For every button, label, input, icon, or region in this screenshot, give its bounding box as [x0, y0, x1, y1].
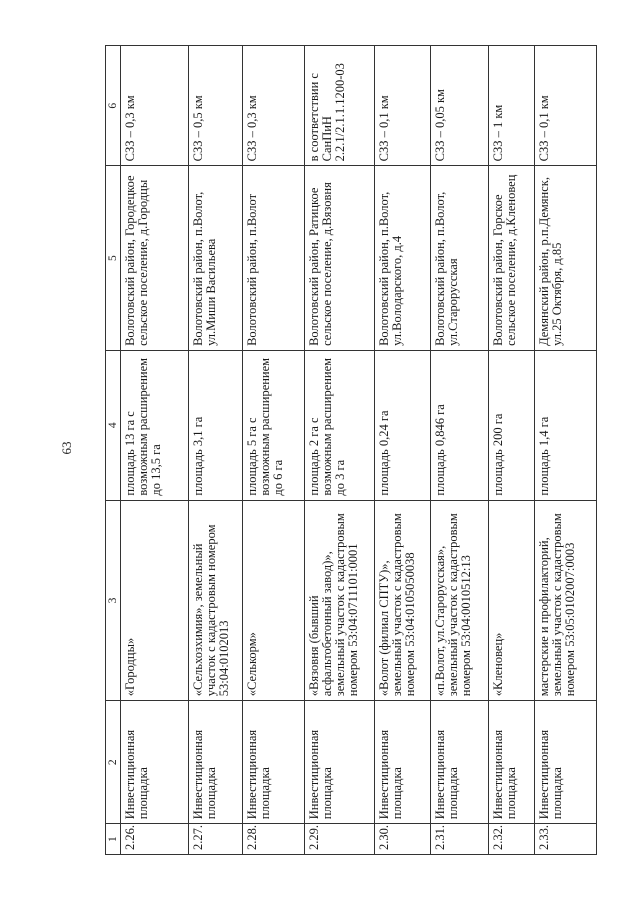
- site-location: Волотовский район, п.Волот, ул.Старорусская: [431, 166, 489, 351]
- site-name: мастерские и профилакторий, земельный участок с кадастровым номером 53:05:0102007:0003: [535, 500, 597, 701]
- header-col-1: 1: [106, 824, 121, 855]
- site-type: Инвестиционная площадка: [375, 701, 431, 824]
- site-location: Волотовский район, Городецкое сельское поселение, д.Городцы: [121, 166, 189, 351]
- header-col-4: 4: [106, 350, 121, 500]
- sanitary-zone: СЗЗ – 0,05 км: [431, 46, 489, 166]
- header-col-6: 6: [106, 46, 121, 166]
- sanitary-zone: СЗЗ – 1 км: [489, 46, 535, 166]
- table-row: [305, 46, 375, 855]
- site-name: «Кленовец»: [489, 500, 535, 701]
- site-area: площадь 2 га с возможным расширением до 3 га: [305, 350, 375, 500]
- row-number: 2.32.: [489, 824, 535, 855]
- sanitary-zone: в соответствии с СанПиН 2.2.1/2.1.1.1200-03: [305, 46, 375, 166]
- row-number: 2.33.: [535, 824, 597, 855]
- table-row: [431, 46, 489, 855]
- site-location: Волотовский район, Горское сельское поселение, д.Кленовец: [489, 166, 535, 351]
- investment-sites-table: [105, 45, 597, 855]
- page-number: 63: [59, 441, 74, 455]
- site-area: площадь 0,846 га: [431, 350, 489, 500]
- row-number: 2.28.: [243, 824, 305, 855]
- site-name: «Городцы»: [121, 500, 189, 701]
- header-col-2: 2: [106, 701, 121, 824]
- site-type: Инвестиционная площадка: [243, 701, 305, 824]
- sanitary-zone: СЗЗ – 0,1 км: [375, 46, 431, 166]
- row-number: 2.29.: [305, 824, 375, 855]
- table-row: [375, 46, 431, 855]
- site-area: площадь 200 га: [489, 350, 535, 500]
- sanitary-zone: СЗЗ – 0,3 км: [121, 46, 189, 166]
- site-name: «Вязовня (бывший асфальтобетонный завод)», земельный участок с кадастровым номером 53:04:0711101:0001: [305, 500, 375, 701]
- site-area: площадь 5 га с возможным расширением до 6 га: [243, 350, 305, 500]
- table-row: [489, 46, 535, 855]
- site-area: площадь 0,24 га: [375, 350, 431, 500]
- site-type: Инвестиционная площадка: [189, 701, 243, 824]
- table-header-row: [106, 46, 121, 855]
- site-name: «Волот (филиал СПТУ)», земельный участок с кадастровым номером 53:04:0105050038: [375, 500, 431, 701]
- site-type: Инвестиционная площадка: [535, 701, 597, 824]
- row-number: 2.30.: [375, 824, 431, 855]
- header-col-3: 3: [106, 500, 121, 701]
- site-type: Инвестиционная площадка: [431, 701, 489, 824]
- site-name: «Сельхозхимия», земельный участок с кадастровым номером 53:04:0102013: [189, 500, 243, 701]
- table-row: [243, 46, 305, 855]
- sanitary-zone: СЗЗ – 0,3 км: [243, 46, 305, 166]
- row-number: 2.27.: [189, 824, 243, 855]
- site-area: площадь 3,1 га: [189, 350, 243, 500]
- site-location: Демянский район, р.п.Демянск, ул.25 Октября, д.85: [535, 166, 597, 351]
- site-type: Инвестиционная площадка: [305, 701, 375, 824]
- table-row: [189, 46, 243, 855]
- site-name: «п.Волот, ул.Старорусская», земельный участок с кадастровым номером 53:04:0010512:13: [431, 500, 489, 701]
- row-number: 2.26.: [121, 824, 189, 855]
- row-number: 2.31.: [431, 824, 489, 855]
- site-area: площадь 1,4 га: [535, 350, 597, 500]
- header-col-5: 5: [106, 166, 121, 351]
- rotated-page-content: [105, 45, 595, 855]
- site-location: Волотовский район, п.Волот, ул.Миши Васильева: [189, 166, 243, 351]
- table-row: [535, 46, 597, 855]
- sanitary-zone: СЗЗ – 0,5 км: [189, 46, 243, 166]
- site-type: Инвестиционная площадка: [489, 701, 535, 824]
- site-location: Волотовский район, п.Волот, ул.Володарского, д.4: [375, 166, 431, 351]
- site-name: «Селькорм»: [243, 500, 305, 701]
- site-type: Инвестиционная площадка: [121, 701, 189, 824]
- site-location: Волотовский район, п.Волот: [243, 166, 305, 351]
- sanitary-zone: СЗЗ – 0,1 км: [535, 46, 597, 166]
- site-area: площадь 13 га с возможным расширением до 13,5 га: [121, 350, 189, 500]
- table-row: [121, 46, 189, 855]
- site-location: Волотовский район, Ратицкое сельское поселение, д.Вязовня: [305, 166, 375, 351]
